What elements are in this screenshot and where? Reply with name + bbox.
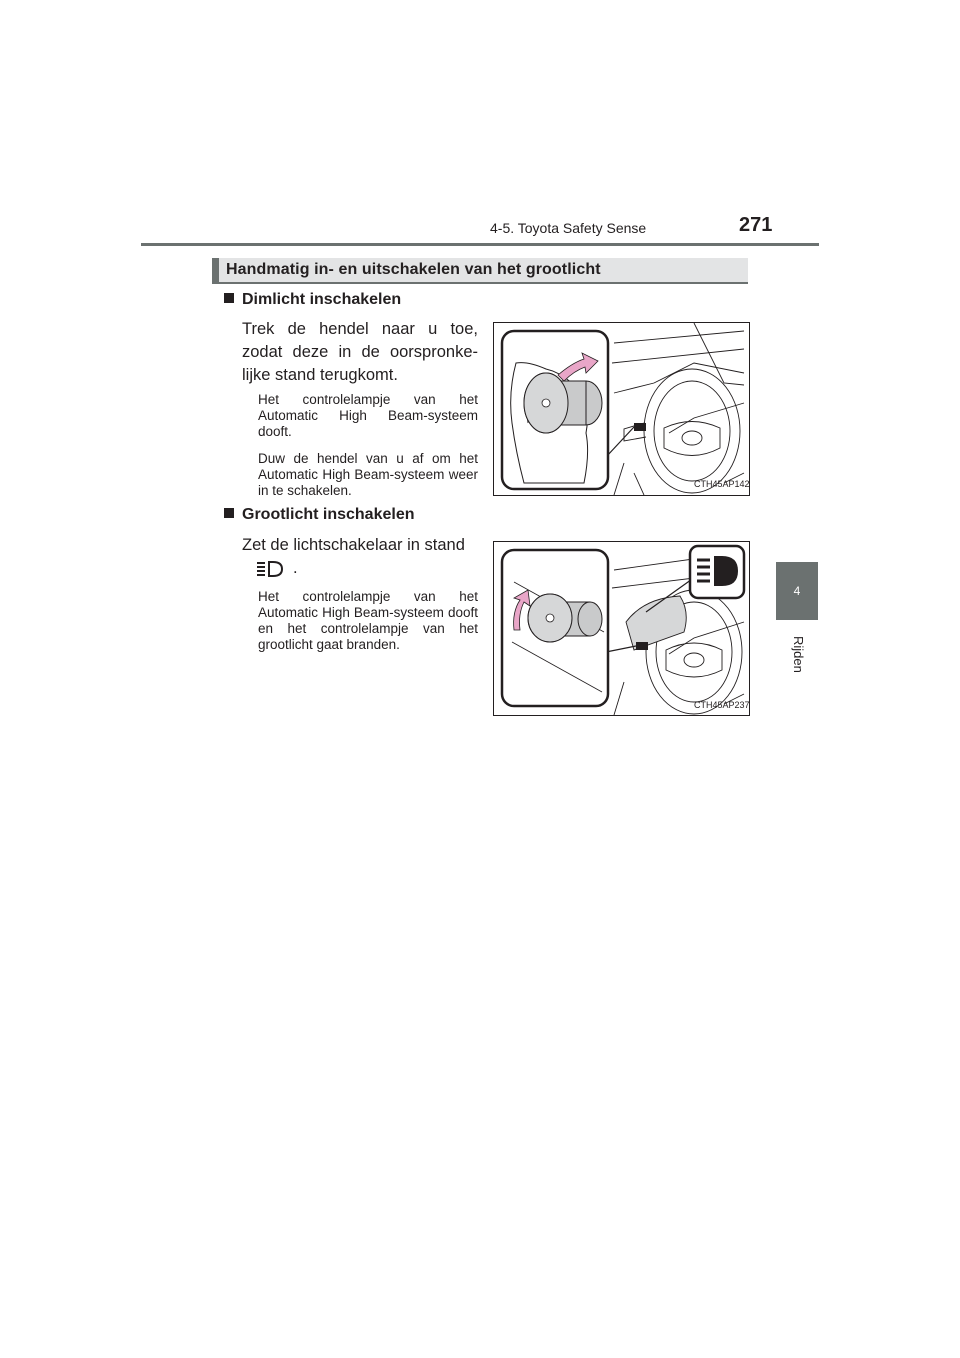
note-low-beam-2: Duw de hendel van u af om het Automatic High Beam-systeem weer in te schakelen. xyxy=(258,451,478,498)
body-suffix-high-beam: . xyxy=(293,559,298,577)
figure-low-beam-illustration xyxy=(494,323,749,495)
chapter-label: Rijden xyxy=(791,636,806,673)
high-beam-icon xyxy=(256,560,284,578)
chapter-tab: 4 xyxy=(776,562,818,620)
header-rule xyxy=(141,243,819,246)
note-high-beam-1: Het controlelampje van het Automatic High Beam-systeem dooft en het controlelampje van het grootlicht gaat branden. xyxy=(258,589,478,652)
page-number: 271 xyxy=(739,214,773,236)
section-header xyxy=(212,258,748,284)
figure-low-beam xyxy=(493,322,750,496)
figure-code-low-beam: CTH45AP142 xyxy=(694,479,750,489)
figure-high-beam xyxy=(493,541,750,716)
section-title: Handmatig in- en uitschakelen van het grootlicht xyxy=(226,261,601,278)
running-header: 4-5. Toyota Safety Sense xyxy=(490,220,647,236)
subheading-low-beam: Dimlicht inschakelen xyxy=(224,291,401,309)
square-bullet-icon xyxy=(224,293,234,303)
subheading-high-beam: Grootlicht inschakelen xyxy=(224,506,414,524)
body-text-low-beam: Trek de hendel naar u toe, zodat deze in de oorspronke-lijke stand terugkomt. xyxy=(242,320,478,384)
note-low-beam-1: Het controlelampje van het Automatic High Beam-systeem dooft. xyxy=(258,392,478,439)
figure-high-beam-illustration xyxy=(494,542,749,715)
square-bullet-icon xyxy=(224,508,234,518)
figure-code-high-beam: CTH45AP237 xyxy=(694,700,750,710)
section-header-bar xyxy=(212,258,219,282)
body-text-high-beam: Zet de lichtschakelaar in stand xyxy=(242,536,465,554)
